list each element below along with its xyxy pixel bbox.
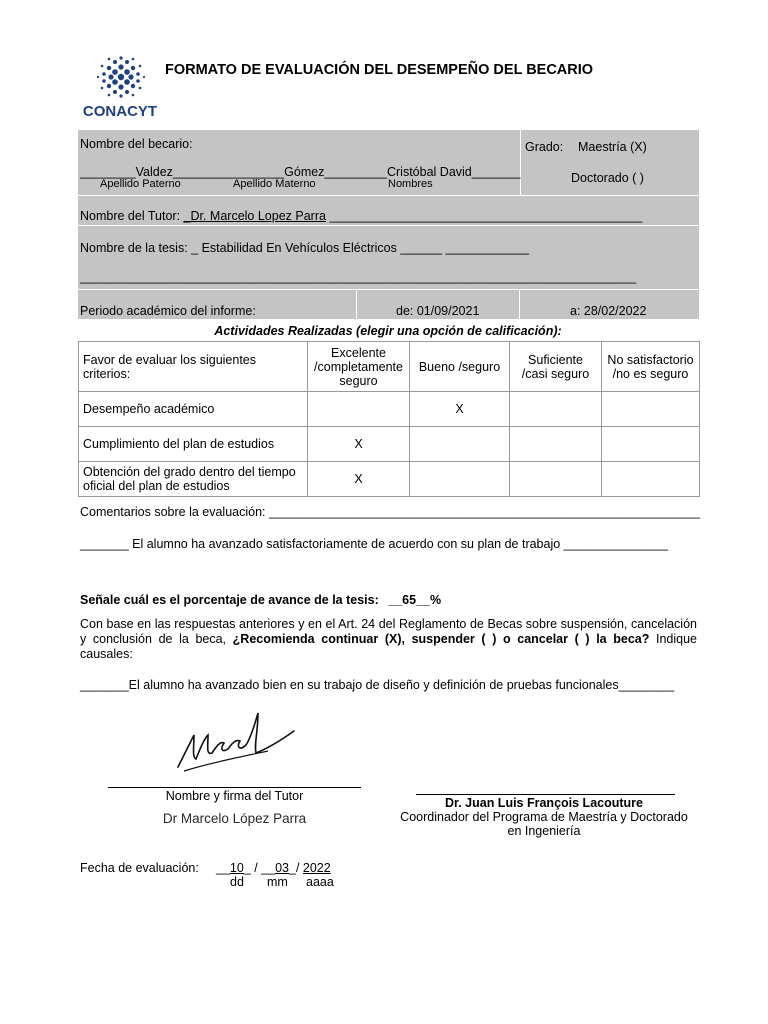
mark-cell[interactable] <box>510 462 602 497</box>
fecha-dd-label: dd <box>230 875 244 889</box>
tutor-trailing-line: _____________________________________________ <box>325 209 643 223</box>
recomendacion-intro: Con base en las respuestas anteriores y en el Art. 24 del Reglamento de Becas sobre suspensión, cancelación y conclusión de la beca, <box>80 617 697 646</box>
recomendacion-question: ¿Recomienda continuar (X), suspender ( ) o cancelar ( ) la beca? <box>232 632 650 646</box>
conacyt-logo-icon <box>82 52 160 122</box>
mark-cell[interactable] <box>602 392 700 427</box>
mark-cell[interactable]: X <box>308 427 410 462</box>
coordinator-role-1: Coordinador del Programa de Maestría y Doctorado <box>400 810 688 824</box>
recomendacion-answer: _______El alumno ha avanzado bien en su trabajo de diseño y definición de pruebas funcionales________ <box>80 678 675 692</box>
table-header-row <box>79 342 700 392</box>
fecha-dd: 10 <box>229 861 244 875</box>
comentarios-label: Comentarios sobre la evaluación: <box>80 505 266 519</box>
actividades-title: Actividades Realizadas (elegir una opción de calificación): <box>214 324 562 338</box>
header-no-satisfactorio: No satisfactorio /no es seguro <box>602 342 700 392</box>
conacyt-logo <box>82 52 160 122</box>
tutor-label: Nombre del Tutor: <box>80 209 181 223</box>
comentarios-line: ______________________________________________________________ <box>265 505 701 519</box>
periodo-a: a: 28/02/2022 <box>570 304 647 318</box>
tutor-signature <box>170 705 300 783</box>
tutor-sign-name: Dr Marcelo López Parra <box>162 811 307 826</box>
grado-maestria: Maestría (X) <box>578 140 647 154</box>
fecha-label: Fecha de evaluación: <box>80 861 199 875</box>
becario-name-line: ________Valdez________________Gómez_________Cristóbal David_______ <box>80 165 521 179</box>
fecha-row: __10_ / __03_/ 2022 <box>216 861 331 875</box>
fecha-mm: 03 <box>275 861 289 875</box>
caption-apellido-materno: Apellido Materno <box>233 178 316 190</box>
periodo-label: Periodo académico del informe: <box>80 304 256 318</box>
tutor-sign-label: Nombre y firma del Tutor <box>165 789 304 803</box>
criterio-cell: Obtención del grado dentro del tiempo oficial del plan de estudios <box>79 462 308 497</box>
mark-cell[interactable]: X <box>410 392 510 427</box>
header-bueno: Bueno /seguro <box>410 342 510 392</box>
tesis-value: _ Estabilidad En Vehículos Eléctricos ______ ____________ <box>191 241 529 255</box>
table-row <box>79 462 700 497</box>
mark-cell[interactable] <box>510 427 602 462</box>
tesis-row <box>80 241 529 255</box>
comentarios-row <box>80 505 700 519</box>
coordinator-role-2: en Ingeniería <box>507 824 581 838</box>
grado-label: Grado: <box>525 140 564 154</box>
header-criterios: Favor de evaluar los siguientes criterios: <box>79 342 308 392</box>
avance-label: Señale cuál es el porcentaje de avance de la tesis: <box>80 593 379 607</box>
tesis-label: Nombre de la tesis: <box>80 241 188 255</box>
grado-doctorado: Doctorado ( ) <box>571 171 644 185</box>
criterio-cell: Cumplimiento del plan de estudios <box>79 427 308 462</box>
caption-nombres: Nombres <box>388 178 433 190</box>
tesis-line2: ________________________________________________________________________________ <box>80 270 637 284</box>
header-suficiente: Suficiente /casi seguro <box>510 342 602 392</box>
form-title: FORMATO DE EVALUACIÓN DEL DESEMPEÑO DEL BECARIO <box>165 62 594 78</box>
comentarios-text: _______ El alumno ha avanzado satisfactoriamente de acuerdo con su plan de trabajo _______________ <box>80 537 668 551</box>
avance-value: __65__% <box>388 593 442 607</box>
evaluation-table <box>78 341 700 497</box>
mark-cell[interactable]: X <box>308 462 410 497</box>
becario-label: Nombre del becario: <box>80 137 193 151</box>
logo-text: CONACYT <box>82 103 158 120</box>
criterio-cell: Desempeño académico <box>79 392 308 427</box>
mark-cell[interactable] <box>308 392 410 427</box>
coordinator-name: Dr. Juan Luis François Lacouture <box>445 796 643 810</box>
avance-row <box>80 593 441 607</box>
caption-apellido-paterno: Apellido Paterno <box>100 178 181 190</box>
fecha-aaaa-label: aaaa <box>306 875 334 889</box>
mark-cell[interactable] <box>602 427 700 462</box>
recomendacion-tail: Indique causales: <box>80 632 698 661</box>
fecha-mm-label: mm <box>267 875 288 889</box>
recomendacion-paragraph <box>80 617 697 662</box>
fecha-aaaa: 2022 <box>302 861 331 875</box>
mark-cell[interactable] <box>410 462 510 497</box>
tutor-row <box>80 209 642 223</box>
mark-cell[interactable] <box>510 392 602 427</box>
table-row <box>79 427 700 462</box>
header-excelente: Excelente /completamente seguro <box>308 342 410 392</box>
table-row <box>79 392 700 427</box>
mark-cell[interactable] <box>410 427 510 462</box>
mark-cell[interactable] <box>602 462 700 497</box>
periodo-de: de: 01/09/2021 <box>396 304 480 318</box>
tutor-value: _Dr. Marcelo Lopez Parra <box>183 209 326 223</box>
